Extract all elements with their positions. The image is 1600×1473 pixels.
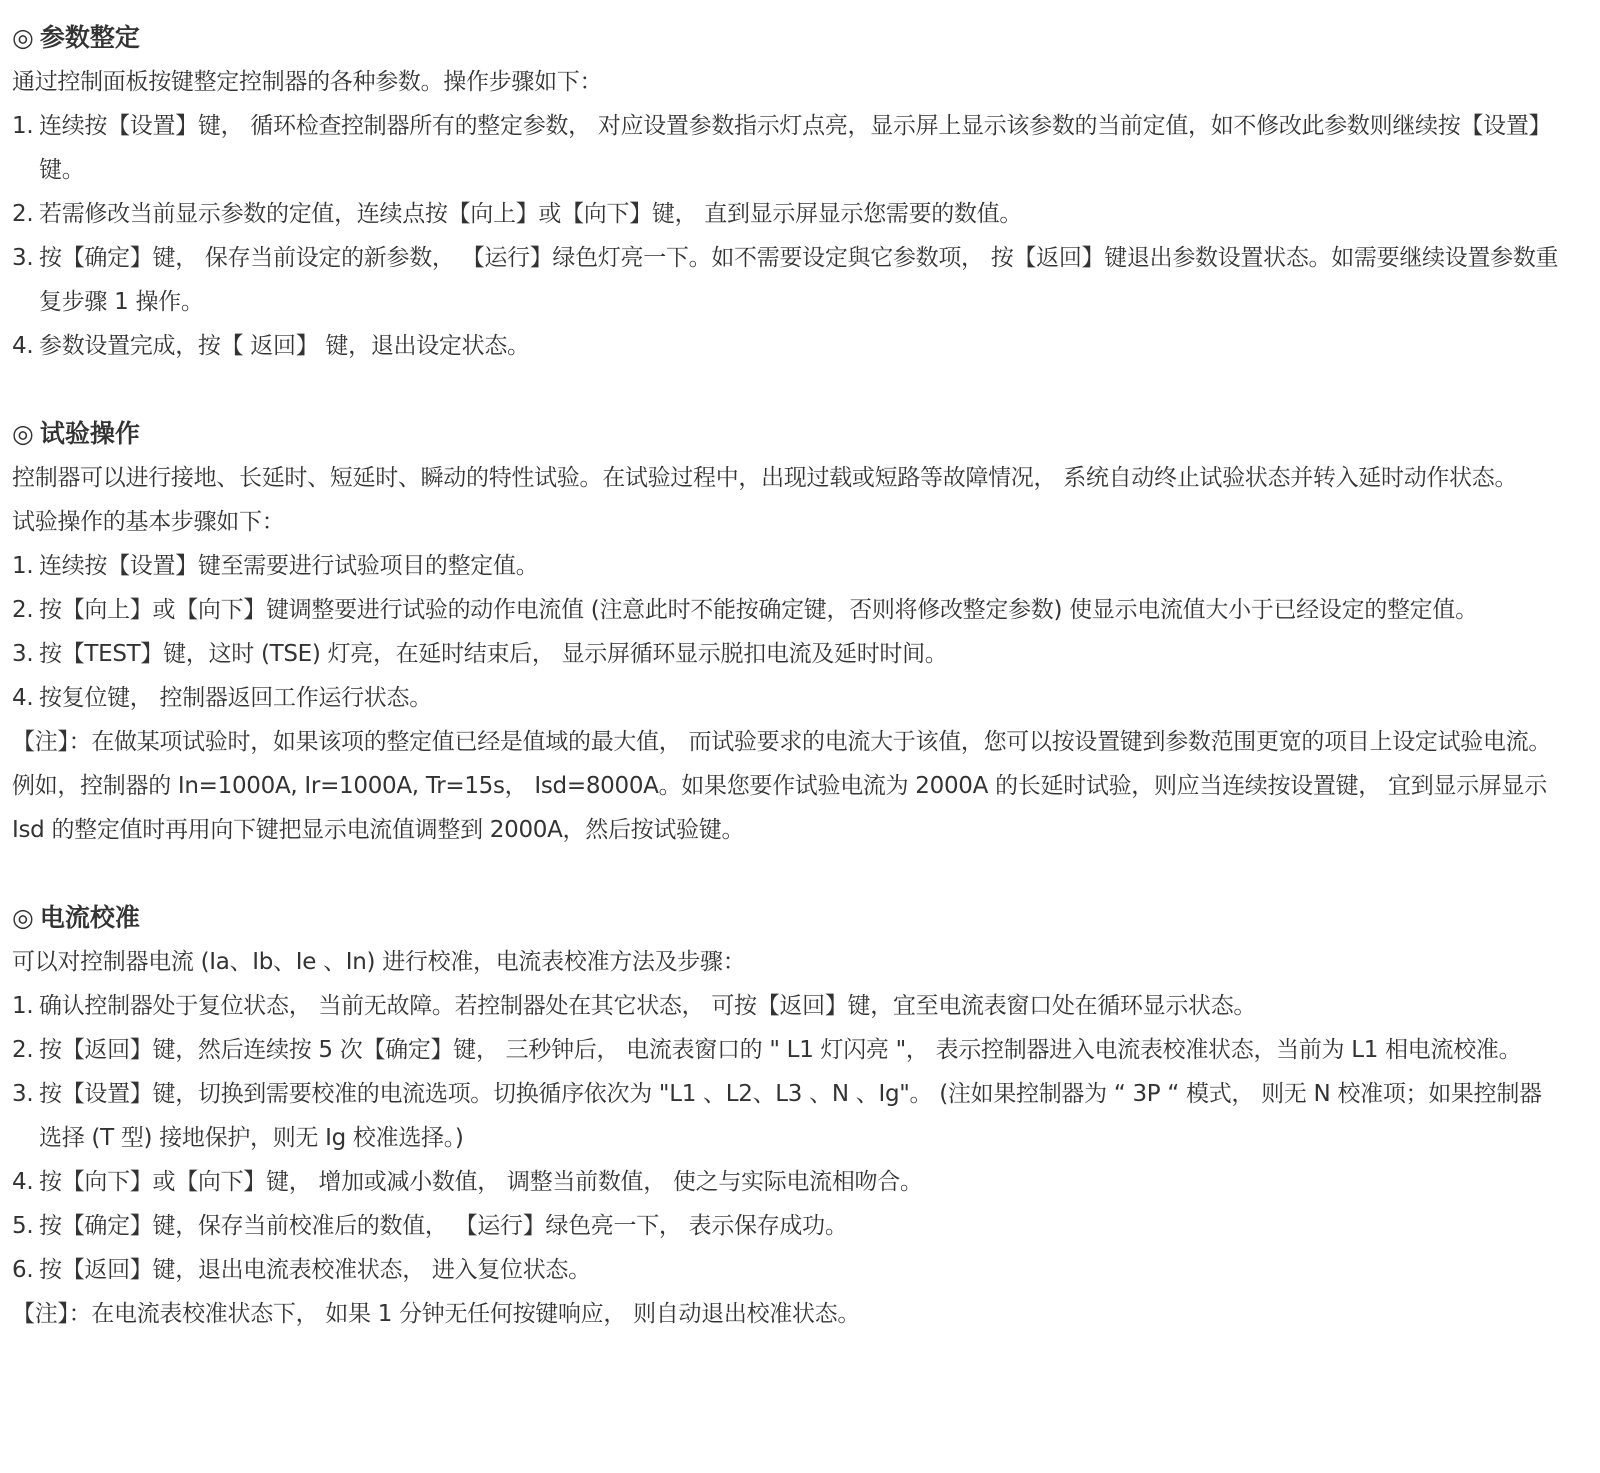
step-number: 5. (12, 1213, 34, 1239)
section-heading (12, 16, 1560, 60)
step-text: 若需修改当前显示参数的定值，连续点按【向上】或【向下】键， 直到显示屏显示您需要的数值。 (39, 201, 1023, 227)
section-intro: 控制器可以进行接地、长延时、短延时、瞬动的特性试验。在试验过程中，出现过载或短路等故障情况， 系统自动终止试验状态并转入延时动作状态。 (12, 465, 1518, 491)
step-item (12, 984, 1560, 1028)
section-test-operation (12, 412, 1560, 852)
step-number: 2. (12, 597, 34, 623)
step-text: 确认控制器处于复位状态， 当前无故障。若控制器处在其它状态， 可按【返回】键，宜至电流表窗口处在循环显示状态。 (39, 993, 1257, 1019)
section-note: 【注】：在做某项试验时，如果该项的整定值已经是值域的最大值， 而试验要求的电流大于该值，您可以按设置键到参数范围更宽的项目上设定试验电流。例如，控制器的 In=1000A, Ir=1000A, Tr=15s， Isd=8000A。如果您要作试验电流为 2000A 的长延时试验，则应当连续按设置键， 宜到显示屏显示 Isd 的整定值时再用向下键把显示电流值调整到 2000A，然后按试验键。 (12, 729, 1552, 843)
step-text: 按【TEST】键，这时 (TSE) 灯亮，在延时结束后， 显示屏循环显示脱扣电流及延时时间。 (39, 641, 948, 667)
section-note: 【注】：在电流表校准状态下， 如果 1 分钟无任何按键响应， 则自动退出校准状态。 (12, 1301, 861, 1327)
step-text: 按复位键， 控制器返回工作运行状态。 (39, 685, 432, 711)
circle-marker-icon: ◎ (12, 903, 34, 932)
step-number: 6. (12, 1257, 34, 1283)
section-intro-steps: 试验操作的基本步骤如下： (12, 509, 285, 535)
step-number: 1. (12, 993, 34, 1019)
step-number: 1. (12, 113, 34, 139)
section-title: 参数整定 (39, 23, 140, 52)
step-number: 4. (12, 1169, 34, 1195)
step-item (12, 104, 1560, 192)
step-text: 参数设置完成，按【 返回】 键，退出设定状态。 (39, 333, 530, 359)
step-item (12, 676, 1560, 720)
section-intro: 通过控制面板按键整定控制器的各种参数。操作步骤如下： (12, 69, 603, 95)
step-text: 按【向上】或【向下】键调整要进行试验的动作电流值 (注意此时不能按确定键，否则将修改整定参数) 使显示电流值大小于已经设定的整定值。 (39, 597, 1478, 623)
step-number: 2. (12, 1037, 34, 1063)
step-number: 2. (12, 201, 34, 227)
step-text: 按【设置】键，切换到需要校准的电流选项。切换循序依次为 "L1 、L2、L3 、N 、Ig"。 (注如果控制器为 “ 3P “ 模式， 则无 N 校准项；如果控制器选择 (T 型) 接地保护，则无 Ig 校准选择。) (39, 1081, 1542, 1151)
step-number: 4. (12, 333, 34, 359)
section-intro: 可以对控制器电流 (Ia、Ib、Ie 、In) 进行校准，电流表校准方法及步骤： (12, 949, 746, 975)
section-heading (12, 896, 1560, 940)
step-number: 3. (12, 641, 34, 667)
section-title: 电流校准 (39, 903, 140, 932)
step-item (12, 324, 1560, 368)
circle-marker-icon: ◎ (12, 23, 34, 52)
step-text: 连续按【设置】键至需要进行试验项目的整定值。 (39, 553, 539, 579)
step-text: 按【确定】键， 保存当前设定的新参数， 【运行】绿色灯亮一下。如不需要设定與它参数项， 按【返回】键退出参数设置状态。如需要继续设置参数重复步骤 1 操作。 (39, 245, 1559, 315)
circle-marker-icon: ◎ (12, 419, 34, 448)
step-item (12, 1248, 1560, 1292)
step-item (12, 1072, 1560, 1160)
section-parameter-setting (12, 16, 1560, 368)
step-item (12, 192, 1560, 236)
step-item (12, 588, 1560, 632)
section-title: 试验操作 (39, 419, 140, 448)
step-text: 连续按【设置】键， 循环检查控制器所有的整定参数， 对应设置参数指示灯点亮，显示屏上显示该参数的当前定值，如不修改此参数则继续按【设置】键。 (39, 113, 1552, 183)
step-text: 按【返回】键，退出电流表校准状态， 进入复位状态。 (39, 1257, 591, 1283)
step-item (12, 1204, 1560, 1248)
step-item (12, 632, 1560, 676)
section-current-calibration (12, 896, 1560, 1336)
step-item (12, 1028, 1560, 1072)
step-number: 3. (12, 245, 34, 271)
section-heading (12, 412, 1560, 456)
step-number: 1. (12, 553, 34, 579)
step-text: 按【返回】键，然后连续按 5 次【确定】键， 三秒钟后， 电流表窗口的 " L1 灯闪亮 "， 表示控制器进入电流表校准状态，当前为 L1 相电流校准。 (39, 1037, 1522, 1063)
step-text: 按【向下】或【向下】键， 增加或减小数值， 调整当前数值， 使之与实际电流相吻合。 (39, 1169, 923, 1195)
step-number: 3. (12, 1081, 34, 1107)
step-item (12, 1160, 1560, 1204)
step-number: 4. (12, 685, 34, 711)
step-item (12, 544, 1560, 588)
step-item (12, 236, 1560, 324)
step-text: 按【确定】键，保存当前校准后的数值， 【运行】绿色亮一下， 表示保存成功。 (39, 1213, 848, 1239)
